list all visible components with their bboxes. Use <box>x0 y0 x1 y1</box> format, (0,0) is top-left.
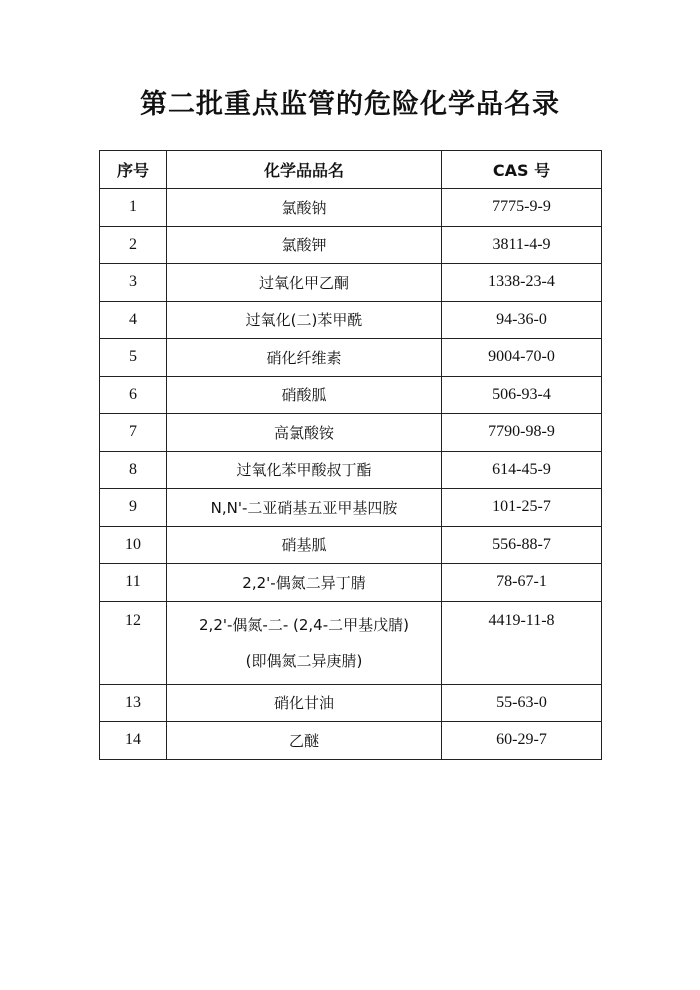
row-index: 6 <box>100 376 167 414</box>
row-index: 1 <box>100 189 167 227</box>
table-row <box>100 564 602 602</box>
row-index: 4 <box>100 301 167 339</box>
table-row <box>100 601 602 684</box>
row-cas: 614-45-9 <box>442 451 602 489</box>
row-index: 9 <box>100 489 167 527</box>
row-cas: 101-25-7 <box>442 489 602 527</box>
row-cas: 7775-9-9 <box>442 189 602 227</box>
row-cas: 55-63-0 <box>442 684 602 722</box>
row-name: 硝化甘油 <box>167 684 442 722</box>
row-name: 过氧化苯甲酸叔丁酯 <box>167 451 442 489</box>
row-cas: 78-67-1 <box>442 564 602 602</box>
row-cas: 1338-23-4 <box>442 264 602 302</box>
table-row <box>100 339 602 377</box>
row-index: 10 <box>100 526 167 564</box>
row-cas: 4419-11-8 <box>442 601 602 684</box>
row-cas: 506-93-4 <box>442 376 602 414</box>
row-name <box>167 601 442 684</box>
header-index: 序号 <box>100 151 167 189</box>
header-name: 化学品品名 <box>167 151 442 189</box>
row-cas: 94-36-0 <box>442 301 602 339</box>
header-cas: CAS 号 <box>442 151 602 189</box>
table-row <box>100 451 602 489</box>
row-index: 7 <box>100 414 167 452</box>
table-row <box>100 189 602 227</box>
row-name: 过氧化(二)苯甲酰 <box>167 301 442 339</box>
row-index: 8 <box>100 451 167 489</box>
row-cas: 9004-70-0 <box>442 339 602 377</box>
row-name-line-2: (即偶氮二异庚腈) <box>245 651 363 670</box>
table-row <box>100 376 602 414</box>
row-name: 氯酸钠 <box>167 189 442 227</box>
table-row <box>100 526 602 564</box>
row-name: 高氯酸铵 <box>167 414 442 452</box>
row-name: 硝酸胍 <box>167 376 442 414</box>
table-row <box>100 489 602 527</box>
row-index: 12 <box>100 601 167 684</box>
row-name: 硝基胍 <box>167 526 442 564</box>
row-index: 2 <box>100 226 167 264</box>
row-index: 3 <box>100 264 167 302</box>
row-name: N,N'-二亚硝基五亚甲基四胺 <box>167 489 442 527</box>
row-index: 14 <box>100 722 167 760</box>
row-name: 氯酸钾 <box>167 226 442 264</box>
row-name: 乙醚 <box>167 722 442 760</box>
row-name-line-1: 2,2'-偶氮-二- (2,4-二甲基戊腈) <box>199 615 409 634</box>
table-row <box>100 684 602 722</box>
table-row <box>100 264 602 302</box>
row-name: 2,2'-偶氮二异丁腈 <box>167 564 442 602</box>
table-row <box>100 226 602 264</box>
row-cas: 3811-4-9 <box>442 226 602 264</box>
row-cas: 60-29-7 <box>442 722 602 760</box>
table-row <box>100 722 602 760</box>
table-header-row <box>100 151 602 189</box>
row-cas: 7790-98-9 <box>442 414 602 452</box>
page-title: 第二批重点监管的危险化学品名录 <box>140 89 560 120</box>
row-name: 硝化纤维素 <box>167 339 442 377</box>
row-index: 11 <box>100 564 167 602</box>
row-index: 5 <box>100 339 167 377</box>
row-index: 13 <box>100 684 167 722</box>
table-row <box>100 414 602 452</box>
row-cas: 556-88-7 <box>442 526 602 564</box>
row-name: 过氧化甲乙酮 <box>167 264 442 302</box>
table-row <box>100 301 602 339</box>
chemicals-table <box>99 150 602 760</box>
